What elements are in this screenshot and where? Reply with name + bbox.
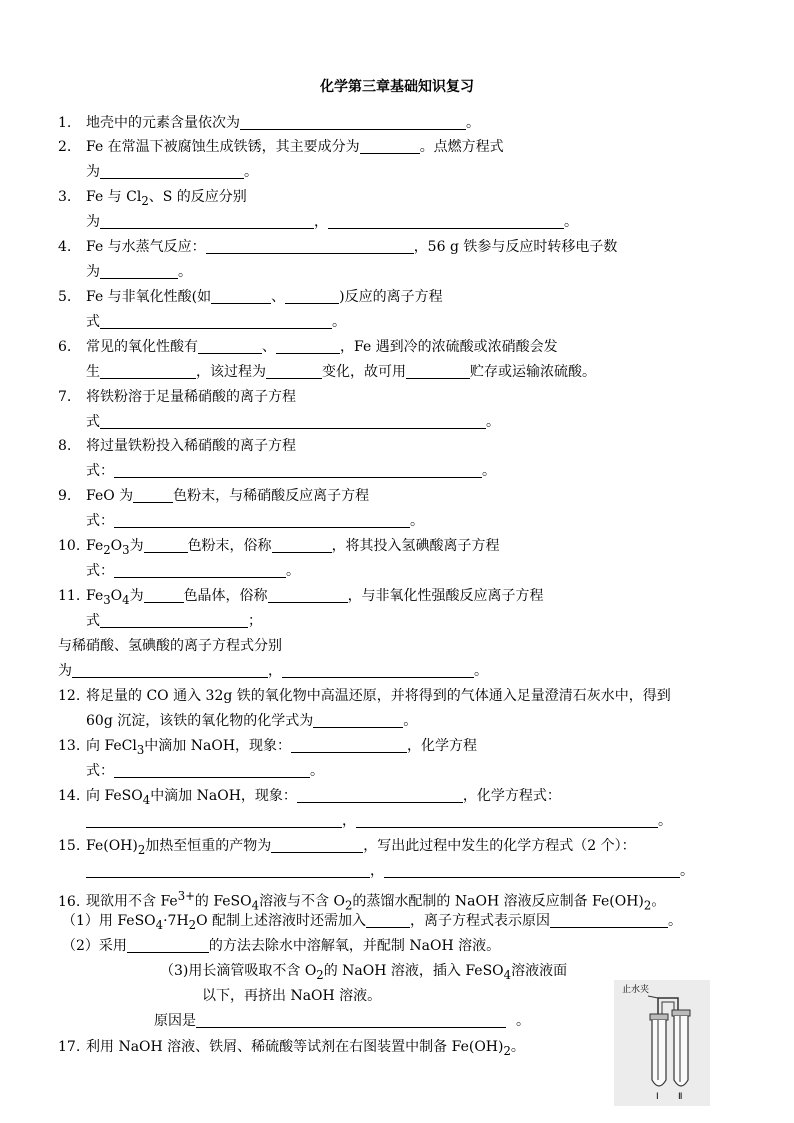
answer-blank[interactable]: [366, 913, 410, 928]
question-14-cont: ， 。: [86, 812, 672, 830]
answer-blank[interactable]: [196, 1013, 506, 1028]
answer-blank[interactable]: [100, 164, 244, 179]
answer-blank[interactable]: [550, 913, 668, 928]
answer-blank[interactable]: [144, 588, 184, 603]
tube-2-label: Ⅱ: [678, 1092, 683, 1102]
question-11-cont: 式 ；: [86, 613, 262, 629]
apparatus-drawing: [614, 980, 710, 1106]
question-11-line4: 为 ， 。: [58, 663, 488, 679]
question-4-cont: 为 。: [86, 264, 192, 280]
answer-blank[interactable]: [100, 314, 332, 329]
answer-blank[interactable]: [282, 663, 474, 678]
question-6: 6. 常见的氧化性酸有 、 ，Fe 遇到冷的浓硫酸或浓硝酸会发: [58, 339, 558, 355]
question-16-part3: （3)用长滴管吸取不含 $O_2$的 NaOH 溶液，插入 FeSO$_4$溶液液面: [160, 963, 568, 982]
answer-blank[interactable]: [271, 838, 363, 853]
question-16-part3-cont: 以下，再挤出 NaOH 溶液。: [202, 988, 382, 1004]
page-title: 化学第三章基础知识复习: [320, 79, 474, 95]
question-15-cont: ， 。: [86, 862, 694, 880]
answer-blank[interactable]: [133, 488, 173, 503]
answer-blank[interactable]: [384, 863, 680, 878]
question-9: 9. FeO 为 色粉末，与稀硝酸反应离子方程: [58, 488, 370, 504]
question-2-cont: 为 。: [86, 164, 258, 180]
answer-blank[interactable]: [240, 115, 466, 130]
answer-blank[interactable]: [356, 813, 658, 828]
answer-blank[interactable]: [285, 289, 339, 304]
apparatus-figure: [614, 980, 710, 1106]
answer-blank[interactable]: [127, 938, 209, 953]
question-4: 4. Fe 与水蒸气反应： ，56 g 铁参与反应时转移电子数: [58, 239, 618, 255]
answer-blank[interactable]: [114, 763, 310, 778]
answer-blank[interactable]: [272, 538, 332, 553]
question-3-cont: 为 ， 。: [86, 214, 578, 230]
question-16: 16. 现欲用不含 $Fe^{3+}$的 FeSO$_4$溶液与不含 $O_2$的蒸馏水配制的 NaOH 溶液反应制备 $Fe(OH)_2$。: [58, 889, 666, 913]
answer-blank[interactable]: [198, 339, 262, 354]
question-8: 8. 将过量铁粉投入稀硝酸的离子方程: [58, 438, 296, 454]
answer-blank[interactable]: [86, 813, 342, 828]
question-11-line3: 与稀硝酸、氢碘酸的离子方程式分别: [58, 638, 282, 654]
answer-blank[interactable]: [114, 563, 286, 578]
tube-1-label: Ⅰ: [656, 1092, 659, 1102]
question-15: 15. $Fe(OH)_2$加热至恒重的产物为 ，写出此过程中发生的化学方程式（2 个）：: [58, 838, 636, 857]
question-16-part3-reason: 原因是 。: [154, 1013, 530, 1029]
question-17: 17. 利用 NaOH 溶液、铁屑、稀硫酸等试剂在右图装置中制备 $Fe(OH)_2$。: [58, 1039, 525, 1058]
answer-blank[interactable]: [206, 239, 414, 254]
answer-blank[interactable]: [268, 588, 348, 603]
question-3: 3. Fe 与 $Cl_2$、S 的反应分别: [58, 189, 247, 208]
answer-blank[interactable]: [144, 538, 188, 553]
answer-blank[interactable]: [100, 264, 178, 279]
answer-blank[interactable]: [100, 214, 314, 229]
question-12-cont: 60g 沉淀，该铁的氧化物的化学式为 。: [86, 713, 418, 729]
question-9-cont: 式： 。: [86, 513, 424, 529]
question-16-part1: （1）用 $FeSO_4\cdot 7H_2O$ 配制上述溶液时还需加入 ，离子方程式表示原因 。: [62, 913, 683, 932]
answer-blank[interactable]: [297, 788, 463, 803]
answer-blank[interactable]: [100, 613, 248, 628]
question-13: 13. 向 FeCl$_3$中滴加 NaOH，现象： ，化学方程: [58, 738, 478, 757]
answer-blank[interactable]: [114, 513, 410, 528]
answer-blank[interactable]: [360, 139, 420, 154]
question-7-cont: 式 。: [86, 414, 500, 430]
answer-blank[interactable]: [100, 414, 486, 429]
question-10-cont: 式： 。: [86, 563, 300, 579]
answer-blank[interactable]: [276, 339, 340, 354]
answer-blank[interactable]: [266, 364, 322, 379]
question-1: 1. 地壳中的元素含量依次为 。: [58, 115, 480, 131]
question-14: 14. 向 FeSO$_4$中滴加 NaOH，现象： ，化学方程式：: [58, 788, 561, 807]
clamp-label: 止水夹: [622, 985, 650, 995]
answer-blank[interactable]: [291, 738, 407, 753]
question-13-cont: 式： 。: [86, 763, 324, 779]
answer-blank[interactable]: [328, 214, 564, 229]
question-10: 10. $Fe_2O_3$为 色粉末，俗称 ，将其投入氢碘酸离子方程: [58, 538, 500, 557]
question-5: 5. Fe 与非氧化性酸(如 、 )反应的离子方程: [58, 289, 443, 305]
question-11: 11. $Fe_3O_4$为 色晶体，俗称 ，与非氧化性强酸反应离子方程: [58, 588, 544, 607]
answer-blank[interactable]: [114, 463, 482, 478]
answer-blank[interactable]: [100, 364, 196, 379]
question-12: 12. 将足量的 CO 通入 32g 铁的氧化物中高温还原，并将得到的气体通入足量澄清石灰水中，得到: [58, 688, 671, 704]
question-6-cont: 生 ，该过程为 变化，故可用 贮存或运输浓硫酸。: [86, 364, 596, 380]
answer-blank[interactable]: [72, 663, 268, 678]
answer-blank[interactable]: [211, 289, 271, 304]
question-8-cont: 式： 。: [86, 463, 496, 479]
question-16-part2: （2）采用 的方法去除水中溶解氧，并配制 NaOH 溶液。: [62, 938, 501, 954]
answer-blank[interactable]: [86, 863, 370, 878]
question-2: 2. Fe 在常温下被腐蚀生成铁锈，其主要成分为 。点燃方程式: [58, 139, 504, 155]
question-7: 7. 将铁粉溶于足量稀硝酸的离子方程: [58, 389, 296, 405]
question-5-cont: 式 。: [86, 314, 346, 330]
answer-blank[interactable]: [313, 713, 403, 728]
answer-blank[interactable]: [406, 364, 470, 379]
